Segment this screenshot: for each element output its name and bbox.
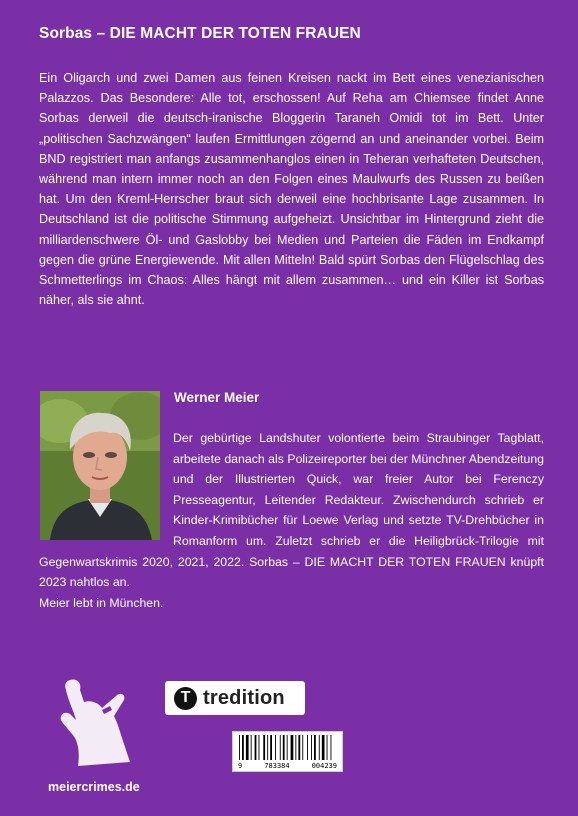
photo-spacer xyxy=(39,428,173,547)
barcode-bar xyxy=(291,735,294,760)
barcode-bar xyxy=(280,735,281,760)
barcode-bar xyxy=(246,735,249,760)
author-logo-silhouette xyxy=(58,676,136,768)
publisher-name: tredition xyxy=(203,686,285,709)
barcode-bar xyxy=(311,735,312,760)
barcode-bars xyxy=(233,732,342,762)
author-bio-text: Der gebürtige Landshuter volontierte beim Straubinger Tagblatt, arbeitete danach als Polizeireporter bei der Münchner Abendzeitung und der Illustrierten Quick, war freier Autor bei Ferenczy Presseagentur, Leitender Redakteur. Zwischendurch schrieb er Kinder-Krimibücher für Loewe Verlag und setzte TV-Drehbücher in Romanform um. Zuletzt schrieb er die Heiligbrück-Trilogie mit Gegenwartskrimis 2020, 2021, 2022. Sorbas – DIE MACHT DER TOTEN FRAUEN knüpft 2023 nahtlos an. xyxy=(39,431,544,590)
tredition-icon: T xyxy=(174,687,197,710)
publisher-logo xyxy=(165,681,305,715)
barcode-bar xyxy=(319,735,320,760)
barcode-bar xyxy=(259,735,260,760)
barcode-bar xyxy=(283,735,285,760)
barcode-bar xyxy=(275,735,276,760)
barcode-bar xyxy=(314,735,316,760)
author-name: Werner Meier xyxy=(174,390,260,405)
barcode-digit-group-1: 9 xyxy=(238,762,243,770)
barcode-digit-group-3: 004239 xyxy=(311,762,337,770)
barcode-bar xyxy=(287,735,288,760)
barcode-bar xyxy=(251,735,252,760)
barcode-bar xyxy=(270,735,272,760)
barcode-bar xyxy=(239,735,240,760)
barcode-bar xyxy=(331,735,332,760)
barcode-bar xyxy=(307,735,308,760)
barcode-digit-group-2: 783384 xyxy=(264,762,290,770)
barcode-bar xyxy=(302,735,303,760)
author-residence: Meier lebt in München. xyxy=(39,595,164,610)
barcode-bar xyxy=(263,735,265,760)
barcode-bar xyxy=(242,735,244,760)
isbn-barcode xyxy=(232,731,343,772)
barcode-bar xyxy=(298,735,300,760)
author-bio xyxy=(39,428,544,613)
barcode-bar xyxy=(322,735,325,760)
barcode-bar xyxy=(267,735,268,760)
barcode-bar xyxy=(255,735,257,760)
barcode-bar xyxy=(295,735,296,760)
barcode-number xyxy=(233,762,342,770)
book-title: Sorbas – DIE MACHT DER TOTEN FRAUEN xyxy=(39,25,361,42)
barcode-bar xyxy=(327,735,328,760)
website-link[interactable]: meiercrimes.de xyxy=(48,780,140,794)
book-blurb: Ein Oligarch und zwei Damen aus feinen Kreisen nackt im Bett eines venezianischen Palazzos. Das Besondere: Alle tot, erschossen! Auf Reha am Chiemsee findet Anne Sorbas derweil die deutsch-iranische Bloggerin Taraneh Omidi tot im Bett. Unter „politischen Sachzwängen“ laufen Ermittlungen zögernd an und aneinander vorbei. Beim BND registriert man anfangs zusammenhanglos einen in Teheran verhafteten Deutschen, während man intern immer noch an den Folgen eines Maulwurfs des Russen zu beißen hat. Um den Kreml-Herrscher braut sich derweil eine hochbrisante Lage zusammen. In Deutschland ist die politische Stimmung aufgeheizt. Unsichtbar im Hintergrund zieht die milliardenschwere Öl- und Gaslobby bei Medien und Parteien die Fäden im Endkampf gegen die grüne Energiewende. Mit allen Mitteln! Bald spürt Sorbas den Flügelschlag des Schmetterlings im Chaos: Alles hängt mit allem zusammen… und ein Killer ist Sorbas näher, als sie ahnt. xyxy=(39,71,544,308)
